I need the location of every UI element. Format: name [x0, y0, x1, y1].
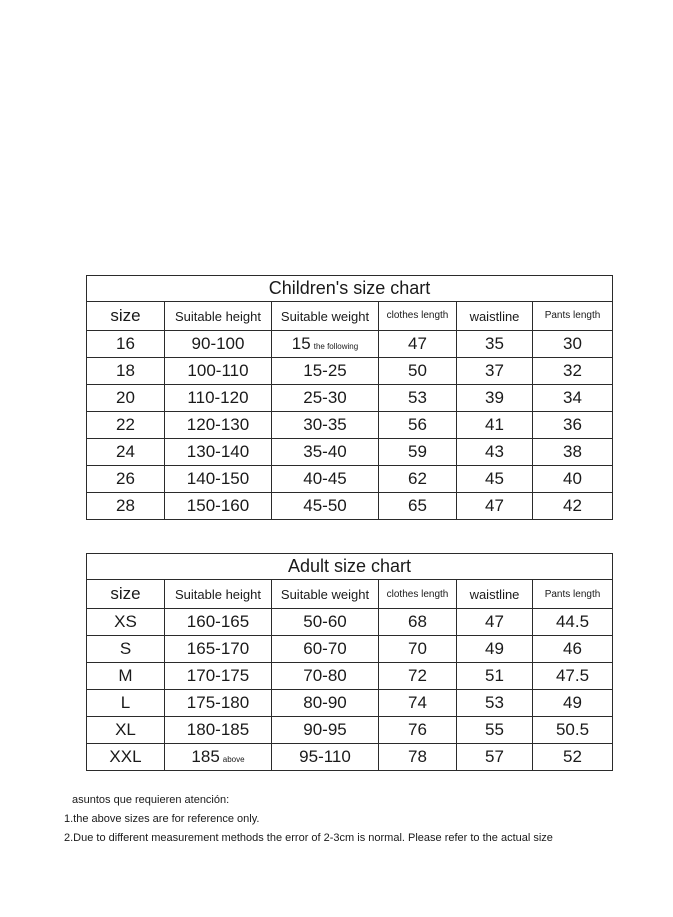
notes-section [64, 791, 553, 848]
table-cell: 53 [379, 385, 457, 412]
table-cell: 52 [533, 744, 613, 771]
table-cell: 50.5 [533, 717, 613, 744]
table-cell: 90-100 [165, 331, 272, 358]
table-cell: M [87, 663, 165, 690]
table-cell: 49 [533, 690, 613, 717]
table-cell: 175-180 [165, 690, 272, 717]
table-cell: 26 [87, 466, 165, 493]
table-cell: 39 [457, 385, 533, 412]
table-cell: 45-50 [272, 493, 379, 520]
table-cell: 90-95 [272, 717, 379, 744]
table-cell: 40-45 [272, 466, 379, 493]
table-cell: 37 [457, 358, 533, 385]
table-row [87, 331, 613, 358]
table-cell: 74 [379, 690, 457, 717]
table-cell: 47 [457, 493, 533, 520]
table-row [87, 690, 613, 717]
table-cell: 47.5 [533, 663, 613, 690]
table-cell: 25-30 [272, 385, 379, 412]
header-pants-length: Pants length [533, 580, 613, 609]
table-cell: 80-90 [272, 690, 379, 717]
table-cell: 49 [457, 636, 533, 663]
table-cell: 130-140 [165, 439, 272, 466]
table-cell: 70 [379, 636, 457, 663]
table-cell: 18 [87, 358, 165, 385]
adult-table-title: Adult size chart [87, 554, 613, 580]
header-suitable-weight: Suitable weight [272, 580, 379, 609]
table-row [87, 466, 613, 493]
table-cell: 42 [533, 493, 613, 520]
table-cell: 55 [457, 717, 533, 744]
table-cell: 40 [533, 466, 613, 493]
table-cell: 30-35 [272, 412, 379, 439]
table-cell: 100-110 [165, 358, 272, 385]
table-cell: 160-165 [165, 609, 272, 636]
table-cell: 30 [533, 331, 613, 358]
table-cell: 35-40 [272, 439, 379, 466]
table-cell: 60-70 [272, 636, 379, 663]
table-row [87, 493, 613, 520]
note-item: 2.Due to different measurement methods the error of 2-3cm is normal. Please refer to the actual size [64, 832, 553, 844]
children-table-title: Children's size chart [87, 276, 613, 302]
cell-suffix: above [222, 755, 245, 764]
adult-size-table [86, 553, 613, 771]
notes-heading: asuntos que requieren atención: [72, 794, 230, 806]
table-cell: XXL [87, 744, 165, 771]
children-header-row [87, 302, 613, 331]
table-cell: 170-175 [165, 663, 272, 690]
table-cell: 34 [533, 385, 613, 412]
table-cell: 110-120 [165, 385, 272, 412]
header-size: size [87, 302, 165, 331]
table-cell: 50 [379, 358, 457, 385]
table-cell: 41 [457, 412, 533, 439]
table-cell: 57 [457, 744, 533, 771]
header-waistline: waistline [457, 580, 533, 609]
table-cell: 44.5 [533, 609, 613, 636]
table-cell: 165-170 [165, 636, 272, 663]
table-row [87, 439, 613, 466]
table-cell: 72 [379, 663, 457, 690]
table-cell: 47 [379, 331, 457, 358]
table-cell: 47 [457, 609, 533, 636]
note-item: 1.the above sizes are for reference only. [64, 813, 260, 825]
table-cell: 68 [379, 609, 457, 636]
table-cell: 35 [457, 331, 533, 358]
table-cell: 140-150 [165, 466, 272, 493]
table-cell: 59 [379, 439, 457, 466]
table-cell: S [87, 636, 165, 663]
table-cell: 15 the following [272, 331, 379, 358]
table-row [87, 636, 613, 663]
adult-header-row [87, 580, 613, 609]
table-cell: 185 above [165, 744, 272, 771]
header-suitable-weight: Suitable weight [272, 302, 379, 331]
table-cell: 32 [533, 358, 613, 385]
table-cell: 95-110 [272, 744, 379, 771]
table-cell: 16 [87, 331, 165, 358]
table-row [87, 412, 613, 439]
table-cell: 38 [533, 439, 613, 466]
table-row [87, 663, 613, 690]
header-suitable-height: Suitable height [165, 302, 272, 331]
table-cell: 15-25 [272, 358, 379, 385]
table-row [87, 744, 613, 771]
cell-suffix: the following [313, 342, 359, 351]
table-row [87, 385, 613, 412]
header-size: size [87, 580, 165, 609]
table-cell: 22 [87, 412, 165, 439]
header-waistline: waistline [457, 302, 533, 331]
table-cell: 65 [379, 493, 457, 520]
header-suitable-height: Suitable height [165, 580, 272, 609]
table-cell: 45 [457, 466, 533, 493]
children-table-body [87, 331, 613, 520]
table-cell: 76 [379, 717, 457, 744]
table-cell: 24 [87, 439, 165, 466]
table-cell: 70-80 [272, 663, 379, 690]
table-row [87, 358, 613, 385]
table-cell: 180-185 [165, 717, 272, 744]
table-cell: 36 [533, 412, 613, 439]
header-clothes-length: clothes length [379, 302, 457, 331]
table-cell: 120-130 [165, 412, 272, 439]
table-cell: 43 [457, 439, 533, 466]
header-clothes-length: clothes length [379, 580, 457, 609]
table-cell: 53 [457, 690, 533, 717]
table-cell: 78 [379, 744, 457, 771]
table-cell: L [87, 690, 165, 717]
table-cell: 20 [87, 385, 165, 412]
table-cell: 150-160 [165, 493, 272, 520]
table-cell: 56 [379, 412, 457, 439]
table-row [87, 609, 613, 636]
table-cell: 46 [533, 636, 613, 663]
table-cell: XS [87, 609, 165, 636]
table-cell: 28 [87, 493, 165, 520]
adult-table-body [87, 609, 613, 771]
table-cell: 50-60 [272, 609, 379, 636]
table-cell: XL [87, 717, 165, 744]
table-row [87, 717, 613, 744]
children-size-table [86, 275, 613, 520]
header-pants-length: Pants length [533, 302, 613, 331]
table-cell: 62 [379, 466, 457, 493]
table-cell: 51 [457, 663, 533, 690]
